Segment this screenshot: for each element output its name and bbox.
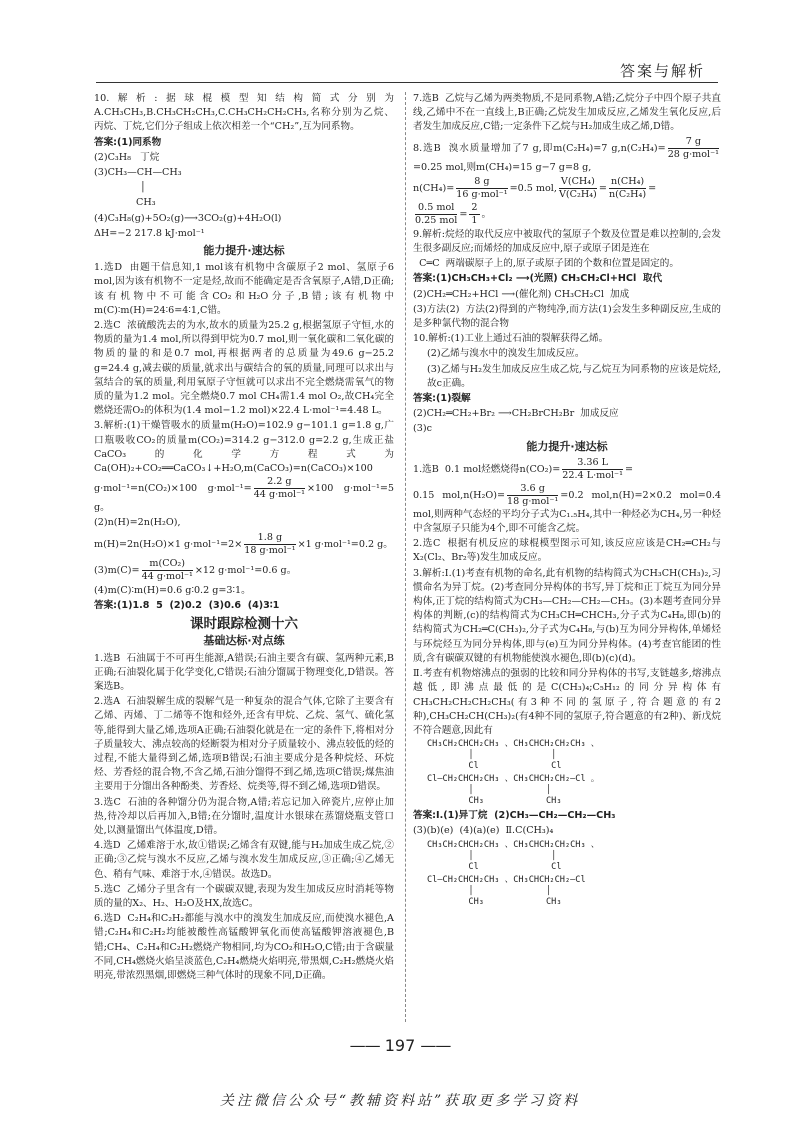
ability-q1: 1.选D 由题干信息知,1 mol该有机物中含碳原子2 mol、氢原子6 mol,因为该有机物不一定是烃,故而不能确定是否含氧原子,A错,D正确;该有机物中不可能含CO₂和H₂O分子,B错;该有机物中m(C)∶m(H)=24∶6=4∶1,C错。 [94,262,398,316]
fraction: $\frac{3.6 g}{\text{18 g·mol⁻¹}}$ [506,482,559,507]
basic-q8-line1: 8.选B 溴水质量增加了7 g,即m(C₂H₄)=7 g,n(C₂H₄)= $\frac{7 g}{\text{28 g·mol⁻¹}}$ =0.25 mol,则m(CH₄)=15 g−7 g=8 g, [413,135,719,173]
ability-q3-part1: 3.解析:(1)干燥管吸水的质量m(H₂O)=102.9 g−101.1 g=1.8 g,广口瓶吸收CO₂的质量m(CO₂)=314.2 g−312.0 g=2.2 g,生成正盐CaCO₃的化学方程式为Ca(OH)₂+CO₂══CaCO₃↓+H₂O,m(CaCO₃)=n(CaCO₃)×100 g·mol⁻¹=n(CO₂)×100 g·mol⁻¹= $\frac{2.2 g}{\text{44 g·mol⁻¹}}$ ×100 g·mol⁻¹=5 g。 [94,420,398,514]
fraction: $\frac{\text{V(CH₄)}}{\text{V(C₂H₄)}}$ [558,175,597,200]
q10-answer-3-branch: CH₃ [136,197,156,209]
ability-q3-part2: (2)n(H)=2n(H₂O), [94,517,181,529]
q10-answer-3: (3)CH₃—CH—CH₃ [94,167,182,179]
fraction: $\frac{2}{1}$ [471,201,478,226]
chapter-title: 课时跟踪检测十六 [190,616,298,633]
ability2-q3-part2: Ⅱ.考查有机物熔沸点的强弱的比较和同分异构体的书写,支链越多,熔沸点越低,即沸点最低的是C(CH₃)₄;C₅H₁₂的同分异构体有CH₃CH₂CH₂CH₂CH₃(有3种不同的氢原子,符合题意的有2种),CH₃CH₂CH(CH₃)₂(有4种不同的氢原子,符合题意的有2种)、新戊烷不符合题意,因此有 [413,668,721,736]
basic-q5: 5.选C 乙烯分子里含有一个碳碳双键,表现为发生加成反应时消耗等物质的量的X₂、H₂、H₂O及HX,故选C。 [94,883,394,909]
basic-q8-line2: n(CH₄)= $\frac{8 g}{\text{16 g·mol⁻¹}}$ =0.5 mol, $\frac{\text{V(CH₄)}}{\text{V(C₂H₄)}}$ = $\frac{\text{n(CH₄)}}{\text{n(C₂H₄)}}$ = [413,175,657,200]
basic-q10-answer-1: 答案:(1)裂解 [413,393,471,405]
ability2-q1-line1: 1.选B 0.1 mol烃燃烧得n(CO₂)= $\frac{3.36 L}{\text{22.4 L·mol⁻¹}}$ = [413,456,634,481]
basic-q10-answer-3: (3)c [413,423,432,435]
header-title: 答案与解析 [619,62,705,80]
ability-q3-part2-calc: m(H)=2n(H₂O)×1 g·mol⁻¹=2× $\frac{1.8 g}{\text{18 g·mol⁻¹}}$ ×1 g·mol⁻¹=0.2 g。 [94,531,393,556]
ability2-q2: 2.选C 根据有机反应的球棍模型图示可知,该反应应该是CH₂═CH₂与X₂(Cl₂、Br₂等)发生加成反应。 [413,538,721,564]
section-heading-basic: 基础达标·对点练 [203,634,285,648]
basic-q10-answer-2: (2)CH₂═CH₂+Br₂ ⟶CH₂BrCH₂Br 加成反应 [413,408,619,420]
footer-note: 关注微信公众号“教辅资料站”获取更多学习资料 [219,1093,581,1109]
basic-q9-answer-3: (3)方法(2) 方法(2)得到的产物纯净,而方法(1)会发生多种副反应,生成的是多种氯代物的混合物 [413,303,721,330]
q10-answer-4: (4)C₃H₈(g)+5O₂(g)⟶3CO₂(g)+4H₂O(l) [94,212,282,224]
basic-q10-analysis-1: 10.解析:(1)工业上通过石油的裂解获得乙烯。 [413,333,609,345]
basic-q6: 6.选D C₂H₄和C₂H₂都能与溴水中的溴发生加成反应,而使溴水褪色,A错;C₂H₄和C₂H₂均能被酸性高锰酸钾氧化而使高锰酸钾溶液褪色,B错;CH₄、C₂H₄和C₂H₂燃烧产物相同,均为CO₂和H₂O,C错;由于含碳量不同,CH₄燃烧火焰呈淡蓝色,C₂H₄燃烧火焰明亮,带黑烟,C₂H₂燃烧火焰明亮,带浓烈黑烟,即燃烧三种气体时的现象不同,D正确。 [94,913,394,981]
basic-q9-answer-2: (2)CH₂═CH₂+HCl ⟶(催化剂) CH₃CH₂Cl 加成 [413,288,630,300]
section-heading-ability: 能力提升·速达标 [203,244,285,258]
header-rule [96,82,718,83]
basic-q3: 3.选C 石油的各种馏分仍为混合物,A错;若忘记加入碎瓷片,应停止加热,待冷却以后再加入,B错;在分馏时,温度计水银球在蒸馏烧瓶支管口处,以测量馏出气体温度,D错。 [94,796,394,836]
basic-q8-line3: $\frac{\text{0.5 mol}}{\text{0.25 mol}}$ = $\frac{2}{1}$ 。 [415,201,492,226]
ability-q3-part4: (4)m(C)∶m(H)=0.6 g∶0.2 g=3∶1。 [94,584,251,596]
q10-answer: 答案:(1)同系物 [94,136,162,148]
ability2-q3-answer-1: 答案:Ⅰ.(1)异丁烷 (2)CH₃—CH₂—CH₂—CH₃ [413,810,616,822]
structural-formula-2: Cl—CH₂CHCH₂CH₃ 、CH₃CHCH₂CH₂—Cl 。 │ │ CH₃ CH₃ [427,774,600,807]
basic-q1: 1.选B 石油属于不可再生能源,A错误;石油主要含有碳、氢两种元素,B正确;石油裂化属于化学变化,C错误;石油分馏属于物理变化,D错误。答案选B。 [94,652,394,692]
fraction: $\frac{2.2 g}{\text{44 g·mol⁻¹}}$ [253,476,305,501]
ability-q3-answer: 答案:(1)1.8 5 (2)0.2 (3)0.6 (4)3∶1 [94,599,280,611]
basic-q10-analysis-2: (2)乙烯与溴水中的溴发生加成反应。 [427,348,585,360]
section-heading-ability-2: 能力提升·速达标 [526,439,608,453]
basic-q2: 2.选A 石油裂解生成的裂解气是一种复杂的混合气体,它除了主要含有乙烯、丙烯、丁二烯等不饱和烃外,还含有甲烷、乙烷、氢气、硫化氢等,能得到大量乙烯,选项A正确;石油裂化就是在一定的条件下,将相对分子质量较大、沸点较高的烃断裂为相对分子质量较小、沸点较低的烃的过程,不能大量得到乙烯,选项B错误;石油主要成分是各种烷烃、环烷烃、芳香烃的混合物,不含乙烯,石油分馏得不到乙烯,选项C错误;煤焦油主要用于分馏出各种酚类、芳香烃、烷类等,得不到乙烯,选项D错误。 [94,696,394,793]
ability2-q3-part1: 3.解析:Ⅰ.(1)考查有机物的命名,此有机物的结构简式为CH₃CH(CH₃)₂,习惯命名为异丁烷。(2)考查同分异构体的书写,异丁烷和正丁烷互为同分异构体,正丁烷的结构简式为CH₃—CH₂—CH₂—CH₃。(3)本题考查同分异构体的判断,(c)的结构简式为CH₃CH═CHCH₃,分子式为C₄H₈,即(b)的结构简式为CH₂═C(CH₃)₂,分子式为C₄H₈,与(b)互为同分异构体,单烯烃与环烷烃互为同分异构体,即与(e)互为同分异构体。(4)考查官能团的性质,含有碳碳双键的有机物能使溴水褪色,即(b)(c)(d)。 [413,567,721,664]
basic-q4: 4.选D 乙烯难溶于水,故①错误;乙烯含有双键,能与H₂加成生成乙烷,②正确;③乙烷与溴水不反应,乙烯与溴水发生加成反应,③正确;④乙烯无色、稍有气味、难溶于水,④错误。故选D。 [94,840,394,880]
fraction: $\frac{\text{m(CO₂)}}{\text{44 g·mol⁻¹}}$ [141,557,193,582]
fraction: $\frac{1.8 g}{\text{18 g·mol⁻¹}}$ [244,531,296,556]
fraction: $\frac{\text{n(CH₄)}}{\text{n(C₂H₄)}}$ [609,175,647,200]
fraction: $\frac{\text{0.5 mol}}{\text{0.25 mol}}$ [415,201,458,226]
page-number: —— 197 —— [349,1036,451,1055]
fraction: $\frac{8 g}{\text{16 g·mol⁻¹}}$ [456,175,508,200]
fraction: $\frac{3.36 L}{\text{22.4 L·mol⁻¹}}$ [562,456,623,481]
basic-q9-analysis: 9.解析:烷烃的取代反应中被取代的氢原子个数及位置是难以控制的,会发生很多副反应;而烯烃的加成反应中,原子或原子团是连在 [413,228,721,255]
ability-q3-part3: (3)m(C)= $\frac{\text{m(CO₂)}}{\text{44 g·mol⁻¹}}$ ×12 g·mol⁻¹=0.6 g。 [94,557,297,582]
structural-formula-4: Cl—CH₂CHCH₂CH₃ 、CH₃CHCH₂CH₂—Cl │ │ CH₃ CH₃ [427,874,586,907]
basic-q9-answer-1: 答案:(1)CH₃CH₃+Cl₂ ⟶(光照) CH₃CH₂Cl+HCl 取代 [413,273,663,285]
structural-formula-3: CH₃CH₂CHCH₂CH₃ 、CH₃CHCH₂CH₂CH₃ 、 │ │ Cl Cl [427,839,600,872]
basic-q9-analysis-2: C═C 两端碳原子上的,原子或原子团的个数和位置是固定的。 [413,258,679,270]
basic-q10-analysis-3: (3)乙烯与H₂发生加成反应生成乙烷,与乙烷互为同系物的应该是烷烃,故c正确。 [427,363,721,389]
right-column [413,92,725,910]
q10-analysis: 10.解析:据球棍模型知结构简式分别为A.CH₃CH₃,B.CH₃CH₂CH₃,C.CH₃CH₂CH₂CH₃,名称分别为乙烷、丙烷、丁烷,它们分子组成上依次相差一个“CH₂”,互为同系物。 [94,93,394,133]
structural-formula-1: CH₃CH₂CHCH₂CH₃ 、CH₃CHCH₂CH₂CH₃ 、 │ │ Cl Cl [427,739,600,772]
fraction: $\frac{7 g}{\text{28 g·mol⁻¹}}$ [667,135,719,160]
q10-answer-3-bond: │ [140,182,146,194]
q10-answer-2: (2)C₃H₈ 丁烷 [94,151,160,163]
basic-q7: 7.选B 乙烷与乙烯为两类物质,不是同系物,A错;乙烷分子中四个原子共直线,乙烯中不在一直线上,B正确;乙烷发生加成反应,乙烯发生氧化反应,后者发生加成反应,C错;一定条件下乙烷与H₂加成生成乙烯,D错。 [413,93,721,133]
q10-answer-4b: ΔH=−2 217.8 kJ·mol⁻¹ [94,227,205,239]
column-divider [405,92,406,1022]
ability2-q1-line2: 0.15 mol,n(H₂O)= $\frac{3.6 g}{\text{18 g·mol⁻¹}}$ =0.2 mol,n(H)=2×0.2 mol=0.4 mol,则两种气态烃的平均分子式为C₁.₅H₄,其中一种烃必为CH₄,另一种烃中含氢原子只能为4个,即不可能含乙烷。 [413,482,725,535]
left-column [94,92,398,984]
ability2-q3-answer-2: (3)(b)(e) (4)(a)(e) Ⅱ.C(CH₃)₄ [413,825,554,837]
ability-q2: 2.选C 浓硫酸洗去的为水,故水的质量为25.2 g,根据氢原子守恒,水的物质的量为1.4 mol,所以得到甲烷为0.7 mol,则一氧化碳和二氧化碳的物质的量的和是0.7 mol,再根据两者的总质量为49.6 g−25.2 g=24.4 g,减去碳的质量,就求出与碳结合的氧的质量,同理可以求出与氢结合的氧的质量,利用氧原子守恒就可以求出不完全燃烧需氧气的物质的量为1.2 mol。完全燃烧0.7 mol CH₄需1.4 mol O₂,故CH₄完全燃烧还需O₂的体积为(1.4 mol−1.2 mol)×22.4 L·mol⁻¹=4.48 L。 [94,320,398,417]
